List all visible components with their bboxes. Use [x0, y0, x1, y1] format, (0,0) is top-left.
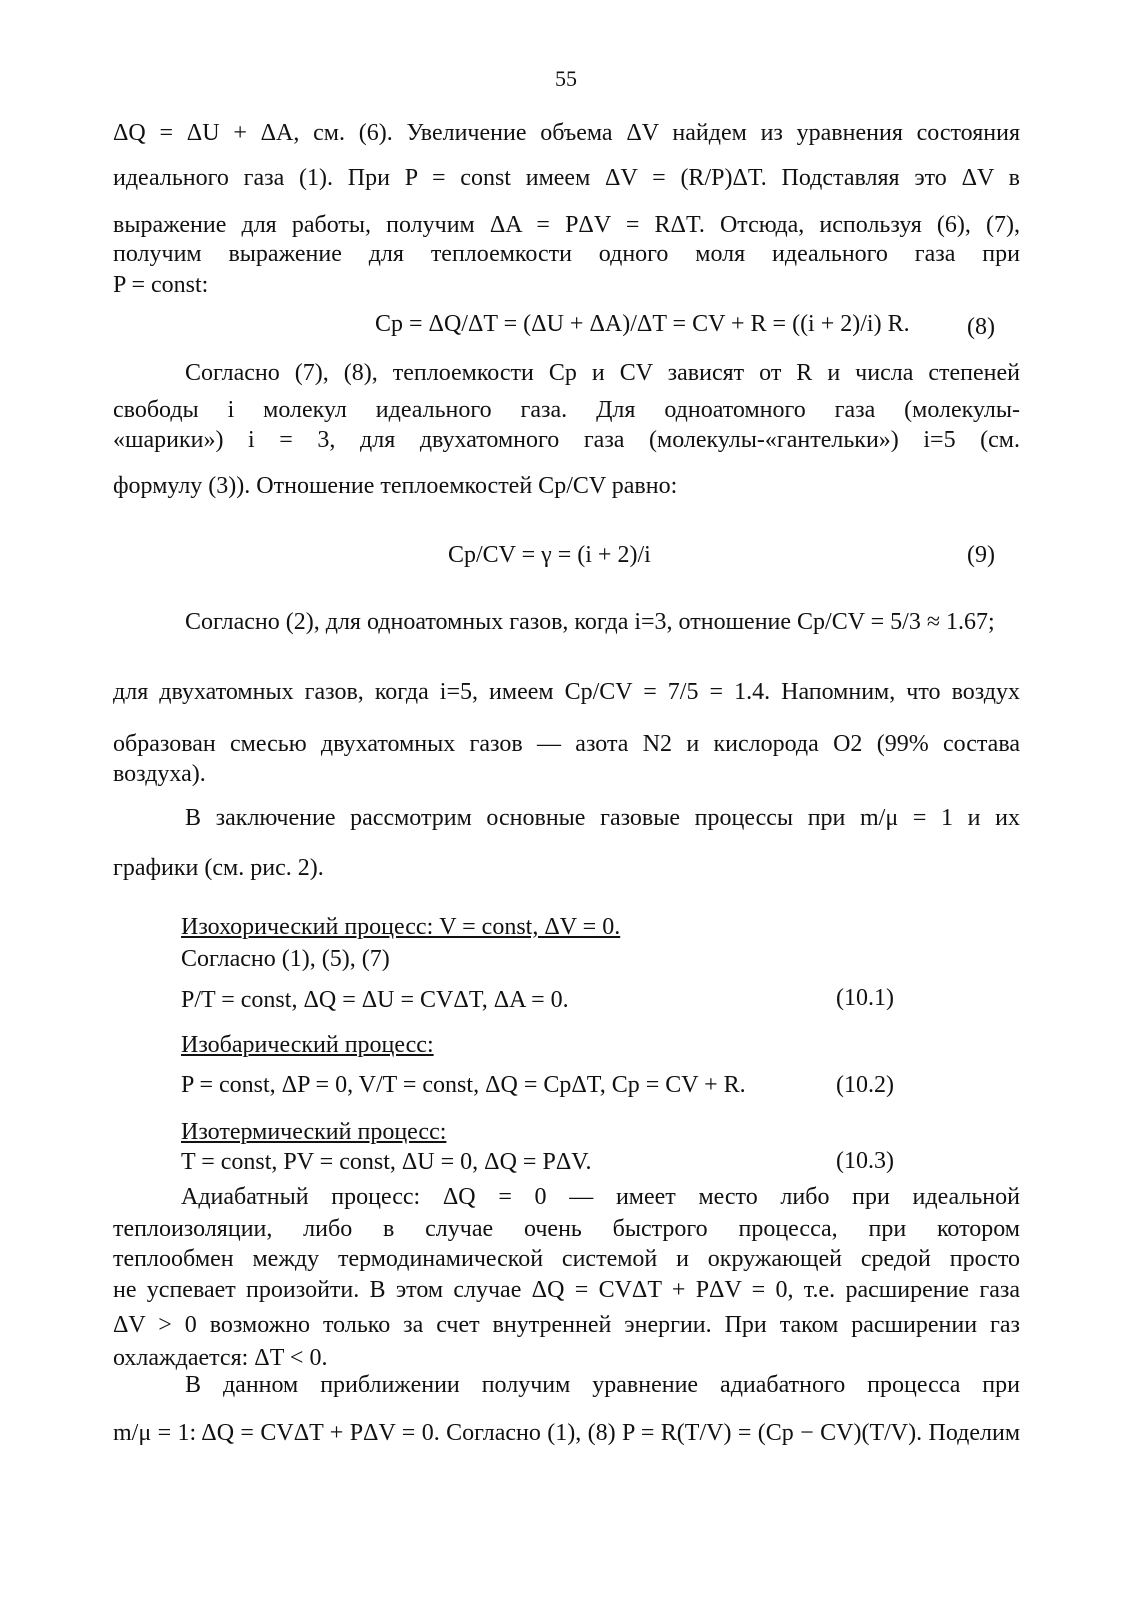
text-line-12: образован смесью двухатомных газов — азота N2 и кислорода O2 (99% состава	[113, 731, 1021, 757]
text-line-2: идеального газа (1). При P = const имеем ΔV = (R/P)ΔT. Подставляя это ΔV в	[113, 165, 1020, 191]
section-isochoric: Изохорический процесс: V = const, ΔV = 0.	[181, 914, 621, 940]
formula-isobaric: P = const, ΔP = 0, V/T = const, ΔQ = CpΔT, Cp = CV + R.	[181, 1072, 746, 1098]
equation-number-10-2: (10.2)	[836, 1072, 894, 1098]
text-line-28: охлаждается: ΔT < 0.	[113, 1345, 328, 1371]
equation-8: Cp = ΔQ/ΔT = (ΔU + ΔA)/ΔT = CV + R = ((i + 2)/i) R.	[375, 311, 910, 337]
formula-isothermal: T = const, PV = const, ΔU = 0, ΔQ = PΔV.	[181, 1149, 592, 1175]
text-line-7: свободы i молекул идеального газа. Для одноатомного газа (молекулы-	[113, 397, 1020, 423]
text-line-4: получим выражение для теплоемкости одного моля идеального газа при	[113, 241, 1020, 267]
text-line-6: Согласно (7), (8), теплоемкости Cp и CV зависят от R и числа степеней	[185, 360, 1020, 386]
text-line-5: P = const:	[113, 272, 209, 298]
section-adiabatic: Адиабатный процесс: ΔQ = 0 — имеет место либо при идеальной	[181, 1184, 1020, 1210]
text-line-25: теплообмен между термодинамической системой и окружающей средой просто	[113, 1246, 1020, 1272]
section-isobaric: Изобарический процесс:	[181, 1032, 434, 1058]
text-line-9: формулу (3)). Отношение теплоемкостей Cp/CV равно:	[113, 473, 678, 499]
text-line-30: m/μ = 1: ΔQ = CVΔT + PΔV = 0. Согласно (1), (8) P = R(T/V) = (Cp − CV)(T/V). Поделим	[113, 1420, 1021, 1446]
text-line-15: графики (см. рис. 2).	[113, 855, 324, 881]
equation-9: Cp/CV = γ = (i + 2)/i	[448, 542, 651, 568]
equation-number-8: (8)	[967, 314, 995, 340]
text-line-27: ΔV > 0 возможно только за счет внутренней энергии. При таком расширении газ	[113, 1312, 1020, 1338]
text-line-26: не успевает произойти. В этом случае ΔQ = CVΔT + PΔV = 0, т.е. расширение газа	[113, 1277, 1020, 1303]
text-line-14: В заключение рассмотрим основные газовые процессы при m/μ = 1 и их	[185, 805, 1021, 831]
equation-number-9: (9)	[967, 542, 995, 568]
section-isothermal: Изотермический процесс:	[181, 1119, 447, 1145]
text-line-10: Согласно (2), для одноатомных газов, когда i=3, отношение Cp/CV = 5/3 ≈ 1.67;	[185, 609, 995, 635]
text-line-8: «шарики») i = 3, для двухатомного газа (молекулы-«гантельки») i=5 (см.	[113, 427, 1020, 453]
text-line-29: В данном приближении получим уравнение адиабатного процесса при	[185, 1372, 1020, 1398]
equation-number-10-1: (10.1)	[836, 985, 894, 1011]
page-number: 55	[555, 66, 577, 91]
text-line-11: для двухатомных газов, когда i=5, имеем Cp/CV = 7/5 = 1.4. Напомним, что воздух	[113, 679, 1020, 705]
equation-number-10-3: (10.3)	[836, 1148, 894, 1174]
text-line-17: Согласно (1), (5), (7)	[181, 946, 390, 972]
text-line-1: ΔQ = ΔU + ΔA, см. (6). Увеличение объема ΔV найдем из уравнения состояния	[113, 120, 1020, 146]
text-line-3: выражение для работы, получим ΔA = PΔV = RΔT. Отсюда, используя (6), (7),	[113, 212, 1020, 238]
text-line-24: теплоизоляции, либо в случае очень быстрого процесса, при котором	[113, 1216, 1020, 1242]
text-line-13: воздуха).	[113, 761, 206, 787]
formula-isochoric: P/T = const, ΔQ = ΔU = CVΔT, ΔA = 0.	[181, 987, 569, 1013]
